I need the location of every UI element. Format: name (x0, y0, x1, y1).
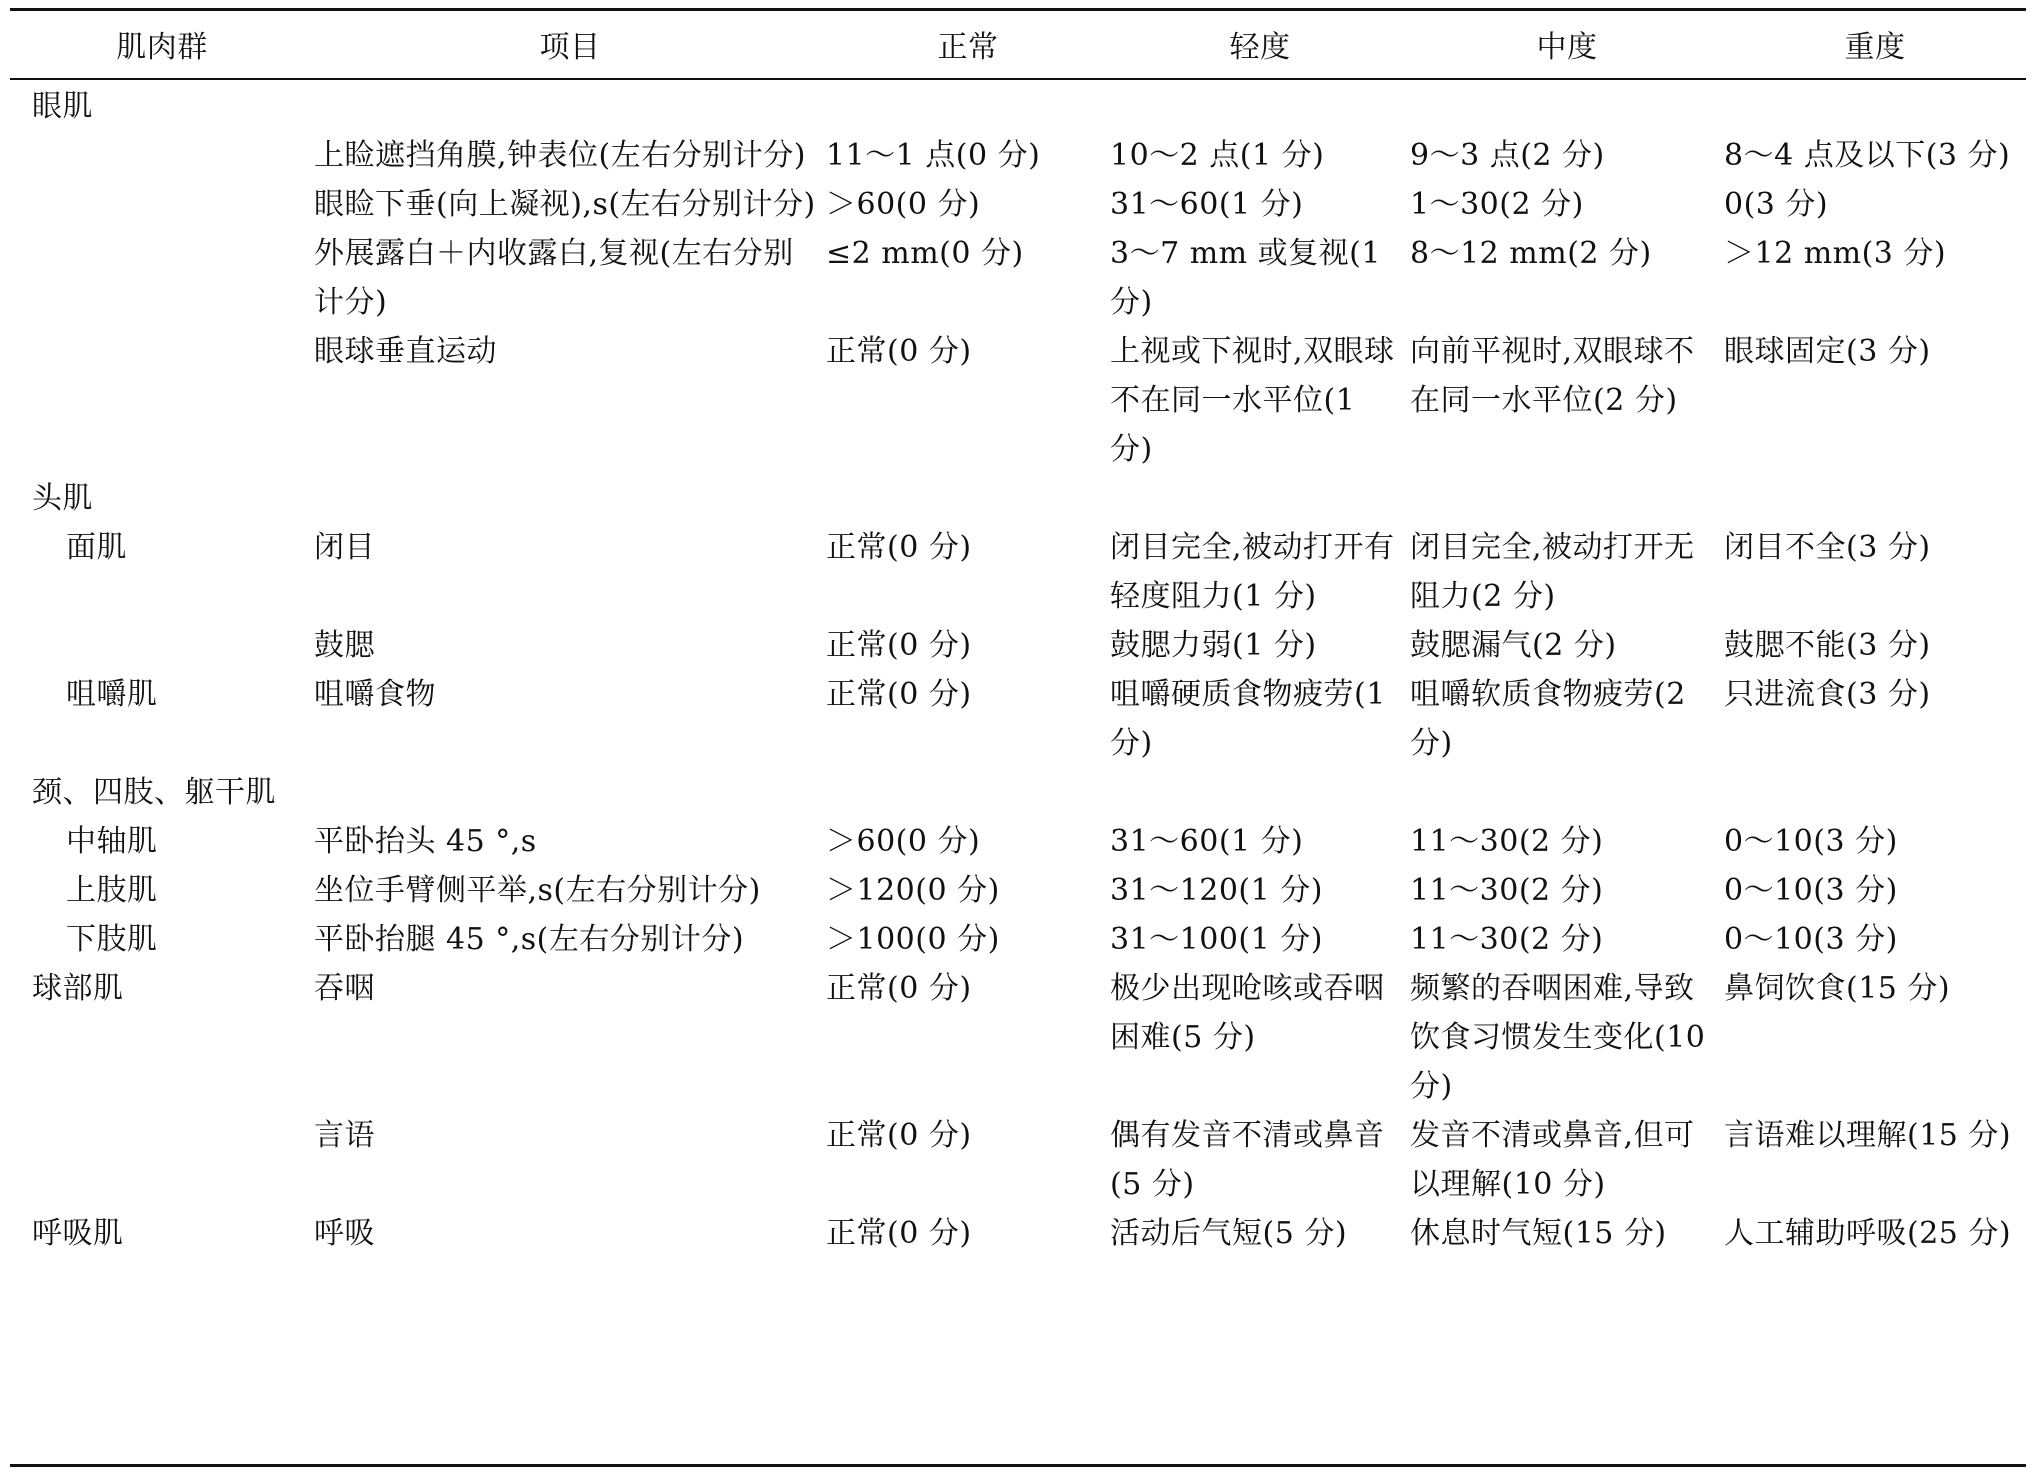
muscle-group-cell (10, 180, 314, 229)
mild-score-cell (1110, 768, 1410, 817)
muscle-group-cell: 咀嚼肌 (66, 677, 158, 712)
moderate-score-cell (1410, 474, 1724, 523)
table-row (10, 131, 2026, 180)
muscle-group-cell: 中轴肌 (66, 824, 158, 859)
severe-score-cell (1724, 768, 2026, 817)
moderate-score-cell: 1～30(2 分) (1410, 187, 1584, 222)
table-row (10, 229, 2026, 327)
mild-score-cell (1110, 80, 1410, 131)
normal-score-cell: ＞60(0 分) (826, 824, 981, 859)
moderate-score-cell: 11～30(2 分) (1410, 922, 1604, 957)
severe-score-cell: 0(3 分) (1724, 187, 1829, 222)
mild-score-cell: 3～7 mm 或复视(1 分) (1110, 236, 1381, 320)
normal-score-cell: 正常(0 分) (826, 971, 972, 1006)
severe-score-cell: 0～10(3 分) (1724, 922, 1898, 957)
header-normal: 正常 (937, 30, 999, 65)
mild-score-cell: 偶有发音不清或鼻音(5 分) (1110, 1118, 1385, 1202)
muscle-group-cell: 头肌 (32, 481, 93, 516)
normal-score-cell (826, 768, 1110, 817)
muscle-group-cell (10, 229, 314, 327)
normal-score-cell (826, 80, 1110, 131)
severe-score-cell: 人工辅助呼吸(25 分) (1724, 1216, 2012, 1251)
table-row (10, 1209, 2026, 1258)
item-cell: 坐位手臂侧平举,s(左右分别计分) (314, 873, 761, 908)
item-cell: 鼓腮 (314, 628, 375, 663)
table-row (10, 474, 2026, 523)
muscle-score-table (10, 8, 2026, 1258)
header-muscle-group: 肌肉群 (116, 30, 208, 65)
moderate-score-cell: 9～3 点(2 分) (1410, 138, 1605, 173)
item-cell: 呼吸 (314, 1216, 375, 1251)
muscle-group-cell: 下肢肌 (66, 922, 158, 957)
muscle-group-cell (10, 327, 314, 474)
mild-score-cell: 上视或下视时,双眼球不在同一水平位(1 分) (1110, 334, 1395, 467)
table-row (10, 1111, 2026, 1209)
muscle-group-cell: 面肌 (66, 530, 127, 565)
header-item: 项目 (539, 30, 601, 65)
muscle-group-cell (10, 131, 314, 180)
moderate-score-cell: 频繁的吞咽困难,导致饮食习惯发生变化(10 分) (1410, 971, 1706, 1104)
table-row (10, 768, 2026, 817)
mild-score-cell: 10～2 点(1 分) (1110, 138, 1325, 173)
moderate-score-cell: 向前平视时,双眼球不在同一水平位(2 分) (1410, 334, 1695, 418)
moderate-score-cell: 咀嚼软质食物疲劳(2 分) (1410, 677, 1686, 761)
normal-score-cell: ＞100(0 分) (826, 922, 1000, 957)
header-severe: 重度 (1844, 30, 1906, 65)
table-row (10, 523, 2026, 621)
moderate-score-cell: 11～30(2 分) (1410, 873, 1604, 908)
muscle-group-cell: 眼肌 (32, 89, 93, 124)
severe-score-cell: 鼓腮不能(3 分) (1724, 628, 1931, 663)
item-cell: 言语 (314, 1118, 375, 1153)
table-row (10, 327, 2026, 474)
mild-score-cell: 咀嚼硬质食物疲劳(1 分) (1110, 677, 1386, 761)
severe-score-cell (1724, 80, 2026, 131)
mild-score-cell: 31～100(1 分) (1110, 922, 1323, 957)
mild-score-cell: 活动后气短(5 分) (1110, 1216, 1348, 1251)
table-row (10, 915, 2026, 964)
table-row (10, 80, 2026, 131)
table-row (10, 621, 2026, 670)
normal-score-cell: 正常(0 分) (826, 1216, 972, 1251)
normal-score-cell: 正常(0 分) (826, 677, 972, 712)
normal-score-cell: 正常(0 分) (826, 530, 972, 565)
moderate-score-cell: 闭目完全,被动打开无阻力(2 分) (1410, 530, 1695, 614)
table-body (10, 80, 2026, 1258)
moderate-score-cell: 11～30(2 分) (1410, 824, 1604, 859)
severe-score-cell: ＞12 mm(3 分) (1724, 236, 1947, 271)
moderate-score-cell: 发音不清或鼻音,但可以理解(10 分) (1410, 1118, 1695, 1202)
moderate-score-cell: 鼓腮漏气(2 分) (1410, 628, 1617, 663)
table-row (10, 180, 2026, 229)
mild-score-cell: 31～120(1 分) (1110, 873, 1323, 908)
severe-score-cell: 鼻饲饮食(15 分) (1724, 971, 1951, 1006)
normal-score-cell: ＞60(0 分) (826, 187, 981, 222)
mild-score-cell: 31～60(1 分) (1110, 824, 1304, 859)
mild-score-cell: 闭目完全,被动打开有轻度阻力(1 分) (1110, 530, 1395, 614)
normal-score-cell: 正常(0 分) (826, 334, 972, 369)
severe-score-cell: 只进流食(3 分) (1724, 677, 1931, 712)
header-mild: 轻度 (1229, 30, 1291, 65)
item-cell: 咀嚼食物 (314, 677, 436, 712)
mild-score-cell: 鼓腮力弱(1 分) (1110, 628, 1317, 663)
table-header-row (10, 8, 2026, 80)
item-cell: 吞咽 (314, 971, 375, 1006)
normal-score-cell: 11～1 点(0 分) (826, 138, 1041, 173)
item-cell: 眼睑下垂(向上凝视),s(左右分别计分) (314, 187, 816, 222)
moderate-score-cell (1410, 80, 1724, 131)
item-cell: 外展露白＋内收露白,复视(左右分别计分) (314, 236, 794, 320)
severe-score-cell: 0～10(3 分) (1724, 873, 1898, 908)
severe-score-cell: 8～4 点及以下(3 分) (1724, 138, 2011, 173)
normal-score-cell: ≤2 mm(0 分) (826, 236, 1024, 271)
muscle-group-cell (10, 621, 314, 670)
severe-score-cell (1724, 474, 2026, 523)
mild-score-cell: 31～60(1 分) (1110, 187, 1304, 222)
item-cell (314, 474, 826, 523)
moderate-score-cell: 休息时气短(15 分) (1410, 1216, 1667, 1251)
table-row (10, 670, 2026, 768)
item-cell: 闭目 (314, 530, 375, 565)
mild-score-cell (1110, 474, 1410, 523)
muscle-group-cell: 上肢肌 (66, 873, 158, 908)
table-row (10, 866, 2026, 915)
severe-score-cell: 闭目不全(3 分) (1724, 530, 1931, 565)
header-moderate: 中度 (1536, 30, 1598, 65)
moderate-score-cell (1410, 768, 1724, 817)
moderate-score-cell: 8～12 mm(2 分) (1410, 236, 1652, 271)
normal-score-cell: ＞120(0 分) (826, 873, 1000, 908)
severe-score-cell: 眼球固定(3 分) (1724, 334, 1931, 369)
item-cell (314, 768, 826, 817)
normal-score-cell (826, 474, 1110, 523)
normal-score-cell: 正常(0 分) (826, 628, 972, 663)
table-row (10, 964, 2026, 1111)
item-cell: 眼球垂直运动 (314, 334, 497, 369)
muscle-group-cell: 呼吸肌 (32, 1216, 124, 1251)
mild-score-cell: 极少出现呛咳或吞咽困难(5 分) (1110, 971, 1385, 1055)
table-bottom-rule (10, 1464, 2026, 1467)
normal-score-cell: 正常(0 分) (826, 1118, 972, 1153)
table-row (10, 817, 2026, 866)
muscle-group-cell: 颈、四肢、躯干肌 (32, 775, 276, 810)
severe-score-cell: 0～10(3 分) (1724, 824, 1898, 859)
item-cell (314, 80, 826, 131)
muscle-group-cell (10, 1111, 314, 1209)
item-cell: 上睑遮挡角膜,钟表位(左右分别计分) (314, 138, 806, 173)
item-cell: 平卧抬腿 45 °,s(左右分别计分) (314, 922, 745, 957)
muscle-group-cell: 球部肌 (32, 971, 124, 1006)
item-cell: 平卧抬头 45 °,s (314, 824, 537, 859)
severe-score-cell: 言语难以理解(15 分) (1724, 1118, 2012, 1153)
